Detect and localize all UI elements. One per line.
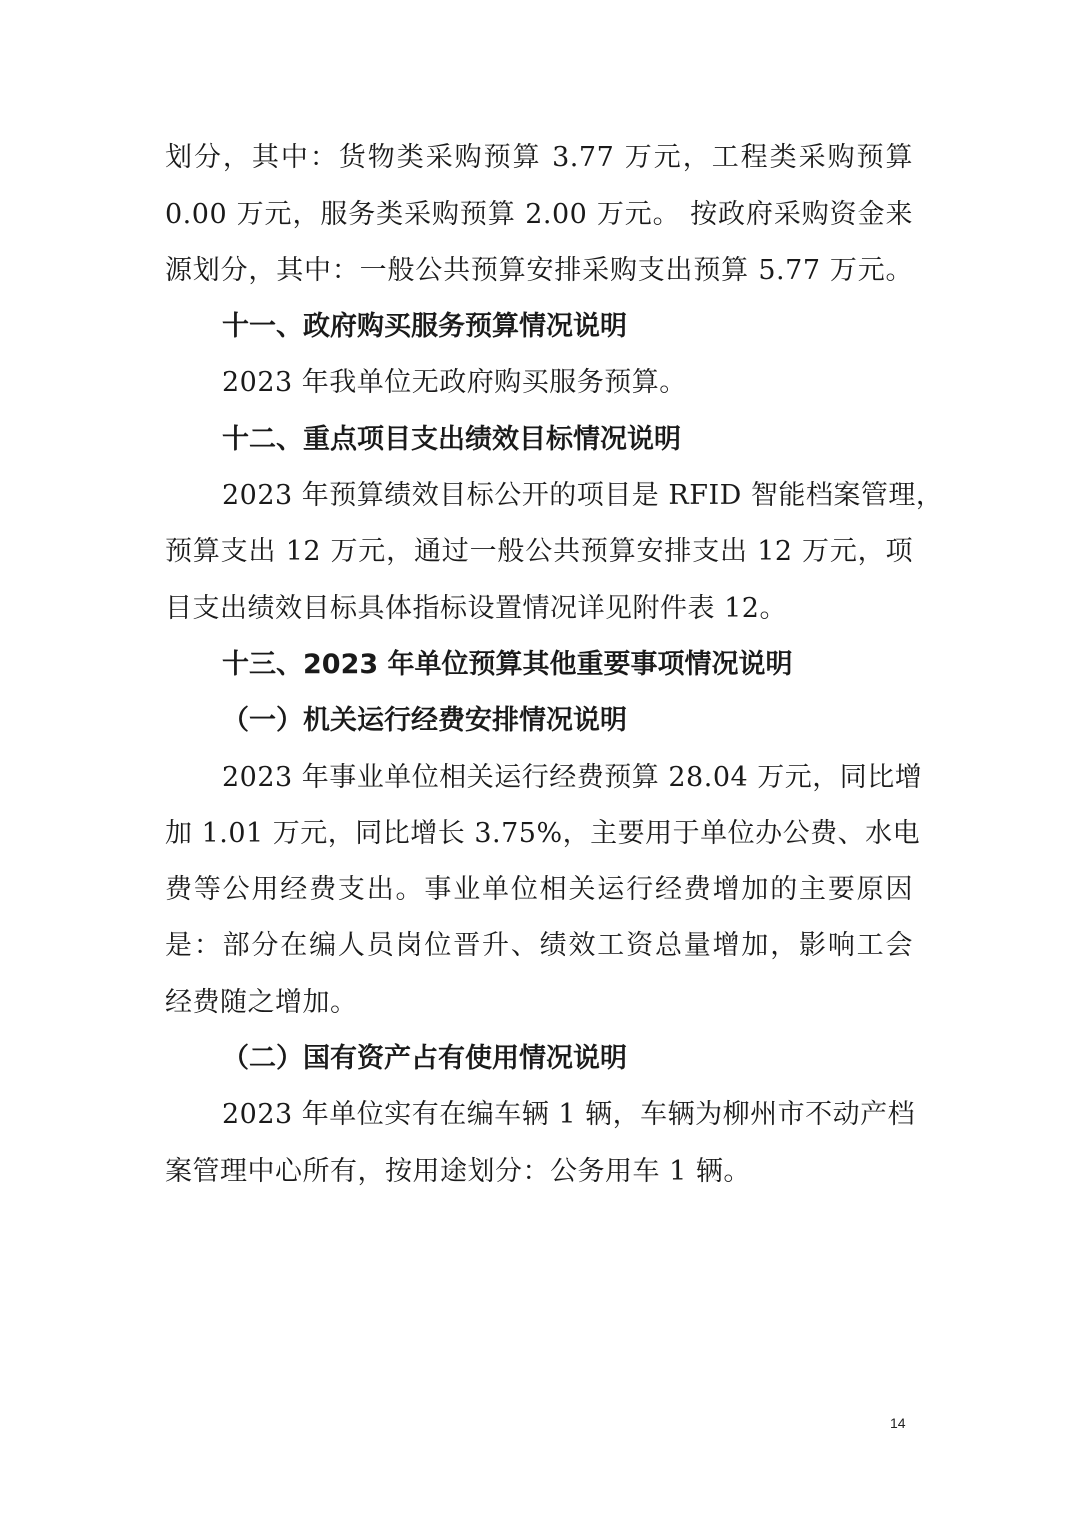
procurement-paragraph-line-2: 0.00 万元，服务类采购预算 2.00 万元。 按政府采购资金来 <box>165 199 913 230</box>
subsection-1-text-line-2: 加 1.01 万元，同比增长 3.75%，主要用于单位办公费、水电 <box>165 818 921 849</box>
section-13-heading: 十三、2023 年单位预算其他重要事项情况说明 <box>222 649 793 680</box>
section-11-text-line-1: 2023 年我单位无政府购买服务预算。 <box>222 367 687 398</box>
subsection-2-text-line-1: 2023 年单位实有在编车辆 1 辆，车辆为柳州市不动产档 <box>222 1099 916 1130</box>
section-12-heading: 十二、重点项目支出绩效目标情况说明 <box>222 424 681 455</box>
subsection-1-heading: （一）机关运行经费安排情况说明 <box>222 705 627 736</box>
page-number: 14 <box>890 1415 906 1431</box>
subsection-1-text-line-3: 费等公用经费支出。事业单位相关运行经费增加的主要原因 <box>165 874 913 905</box>
subsection-1-text-line-5: 经费随之增加。 <box>165 987 358 1018</box>
subsection-1-text-line-1: 2023 年事业单位相关运行经费预算 28.04 万元，同比增 <box>222 762 923 793</box>
subsection-2-text-line-2: 案管理中心所有，按用途划分：公务用车 1 辆。 <box>165 1156 751 1187</box>
section-11-heading: 十一、政府购买服务预算情况说明 <box>222 311 627 342</box>
subsection-1-text-line-4: 是：部分在编人员岗位晋升、绩效工资总量增加，影响工会 <box>165 930 913 961</box>
procurement-paragraph-line-1: 划分，其中：货物类采购预算 3.77 万元，工程类采购预算 <box>165 142 913 173</box>
section-12-text-line-2: 预算支出 12 万元，通过一般公共预算安排支出 12 万元，项 <box>165 536 913 567</box>
section-12-text-line-1: 2023 年预算绩效目标公开的项目是 RFID 智能档案管理， <box>222 480 944 511</box>
section-12-text-line-3: 目支出绩效目标具体指标设置情况详见附件表 12。 <box>165 593 787 624</box>
procurement-paragraph-line-3: 源划分，其中：一般公共预算安排采购支出预算 5.77 万元。 <box>165 255 913 286</box>
subsection-2-heading: （二）国有资产占有使用情况说明 <box>222 1043 627 1074</box>
